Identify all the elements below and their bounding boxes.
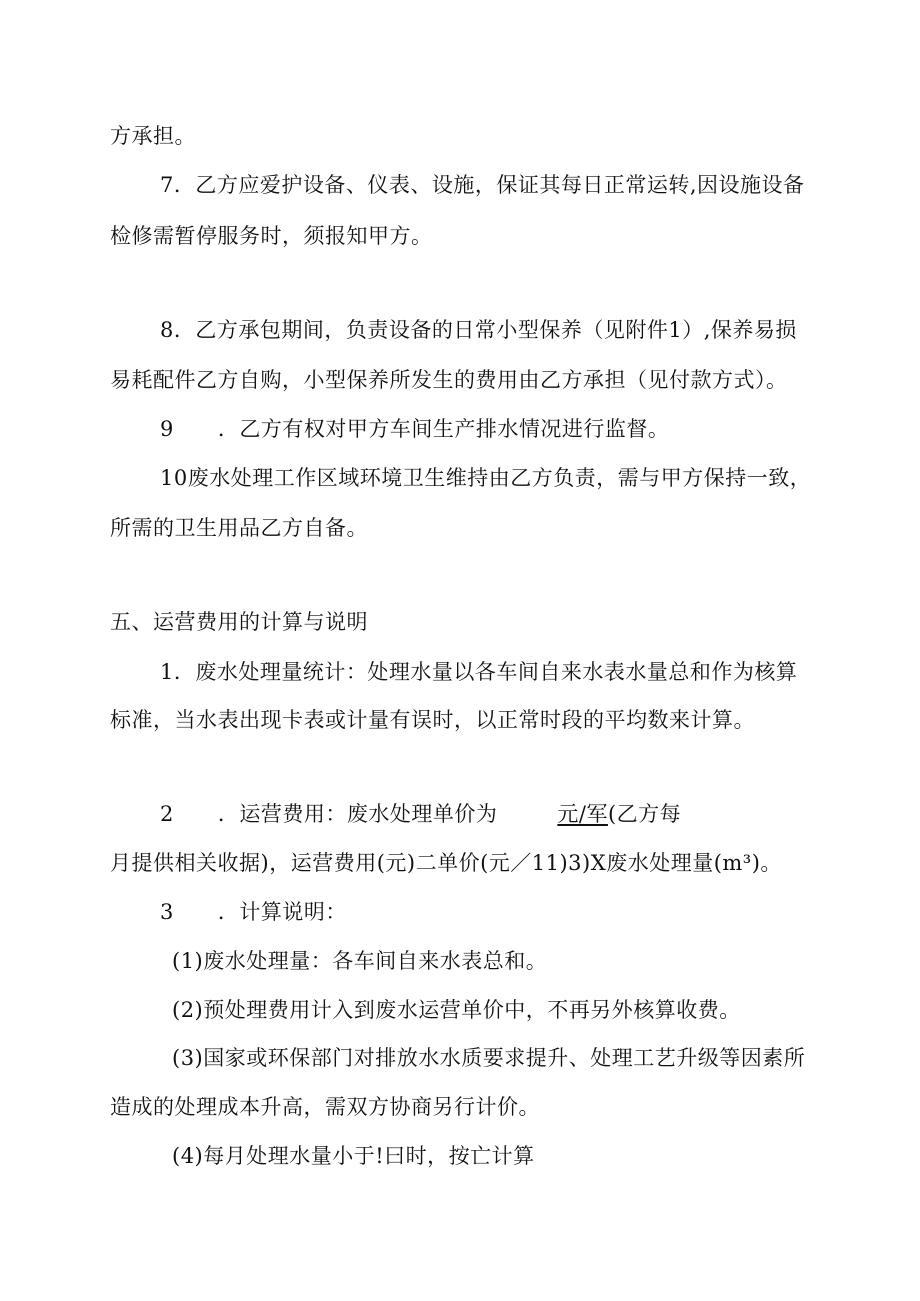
- sub-item-1: (1)废水处理量：各车间自来水表总和。: [172, 949, 548, 973]
- item-9-number: 9: [160, 417, 174, 441]
- item-2-number: 2: [160, 802, 174, 826]
- section-5-item-1-line-2: 标准，当水表出现卡表或计量有误时，以正常时段的平均数来计算。: [110, 708, 755, 732]
- item-8-line-2: 易耗配件乙方自购，小型保养所发生的费用由乙方承担（见付款方式）。: [110, 368, 788, 392]
- item-3-number: 3: [160, 900, 174, 924]
- item-7-line-2: 检修需暂停服务时，须报知甲方。: [110, 224, 433, 248]
- section-5-item-3: [160, 899, 347, 925]
- section-5-item-2-line-1: [160, 801, 681, 827]
- item-3-text: ．计算说明：: [217, 900, 347, 924]
- sub-item-2: (2)预处理费用计入到废水运营单价中，不再另外核算收费。: [172, 998, 741, 1022]
- item-9: [160, 416, 669, 442]
- section-5-item-1-line-1: 1．废水处理量统计：处理水量以各车间自来水表水量总和作为核算: [160, 660, 798, 684]
- item-10-line-1: 10废水处理工作区域环境卫生维持由乙方负责，需与甲方保持一致，: [160, 466, 812, 490]
- item-2-text-b: (乙方每: [607, 802, 682, 826]
- item-7-line-1: 7．乙方应爱护设备、仪表、设施，保证其每日正常运转,因设施设备: [160, 173, 805, 197]
- item-10-line-2: 所需的卫生用品乙方自备。: [110, 516, 368, 540]
- item-9-text: ．乙方有权对甲方车间生产排水情况进行监督。: [217, 417, 670, 441]
- sub-item-3-line-2: 造成的处理成本升高，需双方协商另行计价。: [110, 1095, 540, 1119]
- unit-price-unit: 元/军: [557, 802, 608, 826]
- section-5-heading: 五、运营费用的计算与说明: [110, 610, 368, 634]
- sub-item-4: (4)每月处理水量小于!曰时，按亡计算: [172, 1144, 535, 1168]
- item-2-text-a: ．运营费用：废水处理单价为: [217, 802, 498, 826]
- paragraph-continuation: 方承担。: [110, 124, 196, 148]
- section-5-item-2-line-2: 月提供相关收据)，运营费用(元)二单价(元／11)3)X废水处理量(m³)。: [110, 851, 782, 875]
- sub-item-3-line-1: (3)国家或环保部门对排放水水质要求提升、处理工艺升级等因素所: [172, 1046, 806, 1070]
- item-8-line-1: 8．乙方承包期间，负责设备的日常小型保养（见附件1）,保养易损: [160, 318, 797, 342]
